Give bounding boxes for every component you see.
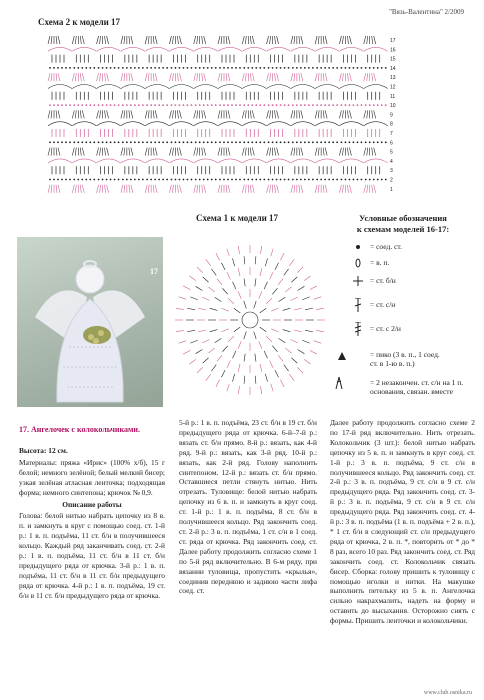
double-crochet-icon — [330, 298, 370, 312]
angel-photo — [17, 237, 163, 407]
air-loop-icon — [330, 256, 370, 270]
angel-illustration — [17, 237, 163, 407]
text-column-1 — [19, 446, 165, 603]
row-number: 17 — [390, 38, 396, 44]
body-instructions: 5-й р.: 1 в. п. подъёма, 23 ст. б/н в 19 ст. б/н предыдущего ряда от крючка. 6-й–7-й р.: вязать ст. б/н прямо. 8-й р.: вязать, как 4-й ряд. 9-й р.: вязать, как 3-й ряд. 10-й р.: вязать, как 2-й ряд. Голову наполнить синтепоном. 12-й р.: вязать ст. б/н прямо. Оставшиеся петли стянуть нитью. Нить отрезать. Туловище: белой нитью набрать цепочку из 6 в. п. и замкнуть в круг соед. ст. 1-й р.: 1 в. п. подъёма, 8 ст. б/н в получившееся кольцо. Ряд закончить соед. ст. 2-й р.: 3 в. п. подъёма, 1 ст. с/н в 1 соед. ст. ряда от крючка. Ряд закончить соед. ст. Далее работу продолжить согласно схеме 1 по 5-й ряд включительно. В 6-м ряду, при вязании туловища, пропустить «крылья», соединив переднюю и заднюю части лифа соед. ст. — [179, 418, 317, 596]
picot-icon — [330, 348, 370, 362]
row-number: 3 — [390, 168, 393, 175]
row-number: 15 — [390, 56, 396, 63]
row-number: 5 — [390, 149, 393, 156]
text-column-2 — [179, 418, 317, 598]
magazine-header: "Вязь-Валентина" 2/2009 — [389, 8, 464, 16]
row-number: 4 — [390, 158, 393, 165]
row-number: 14 — [390, 65, 396, 72]
row-number: 1 — [390, 186, 393, 193]
scheme1-chart — [175, 225, 325, 415]
chain-stitch-icon — [330, 240, 370, 254]
row-number: 16 — [390, 47, 396, 54]
text-column-3 — [330, 418, 475, 628]
footer-url: www.club.osnika.ru — [423, 690, 472, 696]
scheme1-stitches — [175, 245, 325, 395]
row-number: 10 — [390, 103, 396, 110]
cluster-icon — [330, 376, 370, 390]
photo-number: 17 — [150, 267, 158, 276]
scheme2-row-numbers — [390, 38, 396, 193]
scheme1-title: Схема 1 к модели 17 — [196, 213, 279, 223]
bell-instructions: Далее работу продолжить согласно схеме 2 по 17-й ряд включительно. Нить отрезать. Колокольчик (3 шт.): белой нитью набрать цепочку из 5 в. п. и замкнуть в круг соед. ст. 1-й р.: 3 в. п. подъёма, 9 ст. с/н в получившееся кольцо. Ряд закончить соед. ст. 2-й р.: 3 в. п. подъёма, 9 ст. с/н в 9 ст. с/н предыдущего ряда. Ряд закончить соед. ст. 3-й р.: 3 в. п. подъёма, 9 ст. с/н в 9 ст. с/н предыдущего ряда. Ряд закончить соед. ст. 4-й р.: 3 в. п. подъёма (1 в. п. подъёма + 2 в. п.), * 1 ст. б/н в следующий ст. с/н предыдущего ряда от крючка, 2 в. п. *, повторить от * до * 8 раз, всего 10 раз. Ряд закончить соед. ст. Ряд закончить соед. ст. Колокольчик связать бисер. Сборка: голову пришить к туловищу с помощью иголки и нитки. На макушке выполнить петельку из 5 в. п. Ангелочка сильно накрахмалить, надеть на форму и оставить до высыхания. Осторожно снять с формы. Пришить ленточки и колокольчики. — [330, 418, 475, 626]
row-number: 8 — [390, 121, 393, 128]
treble-crochet-icon — [330, 322, 370, 336]
row-number: 9 — [390, 112, 393, 119]
row-number: 13 — [390, 75, 396, 82]
scheme2-title: Схема 2 к модели 17 — [38, 17, 121, 27]
section-title: 17. Ангелочек с колокольчиками. — [19, 425, 141, 434]
head-instructions: Голова: белой нитью набрать цепочку из 8 в. п. и замкнуть в круг с помощью соед. ст. 1-й р.: 1 в. п. подъёма, 11 ст. б/н в получившееся кольцо. Каждый ряд заканчивать соед. ст. 2-й р.: 1 в. п. подъёма, 11 ст. б/н в 11 ст. б/н предыдущего ряда от крючка. 3-й р.: 1 в. п. подъёма, 11 ст. б/н в 11 ст. б/н предыдущего ряда от крючка. 4-й р.: 1 в. п. подъёма, 19 ст. б/н в 11 ст. б/н предыдущего ряда от крючка. — [19, 511, 165, 600]
row-number: 2 — [390, 177, 393, 184]
height-text: Высота: 12 см. — [19, 446, 68, 455]
row-number: 7 — [390, 131, 393, 137]
scheme2-stitches — [48, 36, 388, 193]
materials-text: Материалы: пряжа «Ирис» (100% х/б), 15 г белой; немного зелёной; белый мелкий бисер; узкая зелёная атласная ленточка; подходящая форма; немного синтепона; крючок № 0,9. — [19, 457, 165, 497]
description-title: Описание работы — [62, 499, 122, 509]
scheme2-chart — [40, 30, 400, 200]
row-number: 12 — [390, 84, 396, 91]
legend-title: Условные обозначения к схемам моделей 16-17: — [356, 213, 450, 234]
row-number: 6 — [390, 140, 393, 147]
row-number: 11 — [390, 93, 396, 100]
single-crochet-icon — [330, 274, 370, 288]
